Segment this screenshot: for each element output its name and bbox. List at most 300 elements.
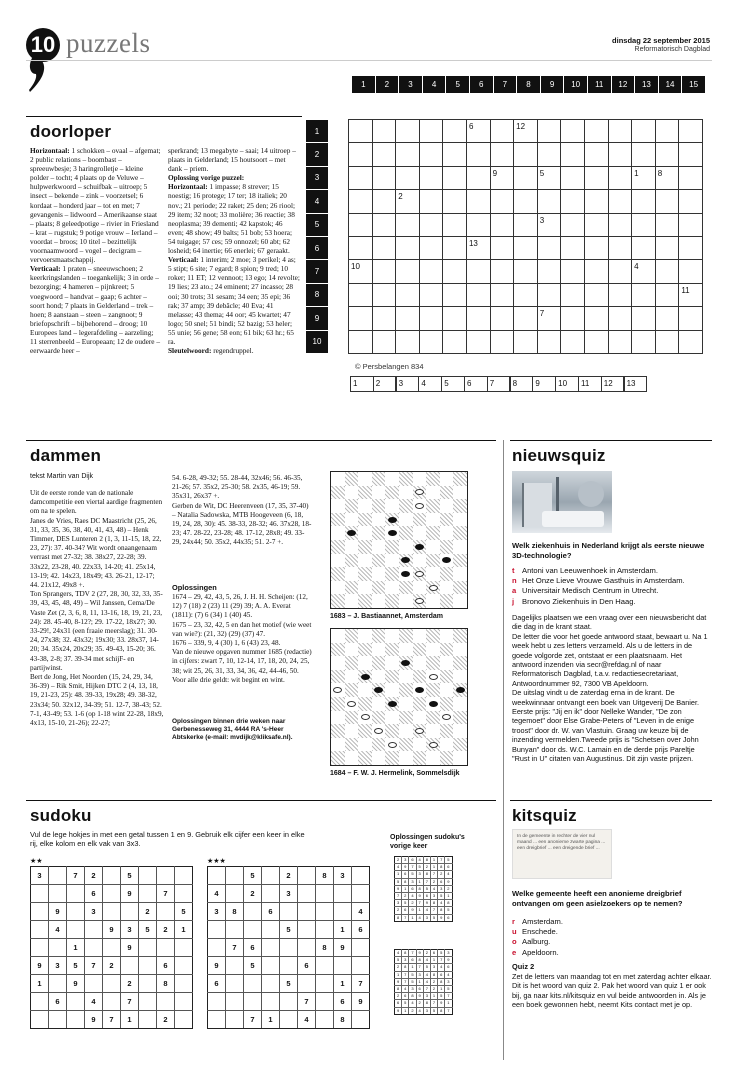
sudoku-cell[interactable]	[175, 957, 193, 975]
grid-cell[interactable]	[632, 190, 656, 213]
grid-cell[interactable]	[443, 283, 467, 306]
sudoku-cell[interactable]	[208, 921, 226, 939]
sudoku-cell[interactable]	[67, 903, 85, 921]
grid-cell[interactable]	[537, 260, 561, 283]
grid-cell[interactable]	[466, 213, 490, 236]
sudoku-cell[interactable]	[352, 867, 370, 885]
sudoku-cell[interactable]	[175, 867, 193, 885]
grid-cell[interactable]	[443, 190, 467, 213]
sudoku-cell[interactable]	[175, 1011, 193, 1029]
option-letter: j	[512, 596, 515, 606]
sudoku-cell[interactable]	[175, 885, 193, 903]
board-square	[358, 629, 372, 643]
sudoku-cell[interactable]	[103, 939, 121, 957]
sudoku-cell[interactable]	[85, 975, 103, 993]
grid-cell[interactable]	[561, 166, 585, 189]
grid-cell[interactable]	[632, 213, 656, 236]
sudoku-cell[interactable]	[175, 993, 193, 1011]
black-piece	[361, 674, 370, 680]
sudoku-cell[interactable]	[226, 957, 244, 975]
grid-cell[interactable]	[608, 307, 632, 330]
grid-cell[interactable]	[561, 236, 585, 259]
board-square	[385, 581, 399, 595]
grid-cell[interactable]	[584, 213, 608, 236]
grid-cell[interactable]	[349, 236, 373, 259]
grid-cell[interactable]	[561, 260, 585, 283]
board-square	[399, 683, 413, 697]
sudoku-cell[interactable]	[175, 939, 193, 957]
sudoku-cell[interactable]	[316, 885, 334, 903]
doorloper-grid	[348, 119, 703, 354]
sudoku-cell[interactable]	[334, 903, 352, 921]
sudoku-cell[interactable]	[316, 957, 334, 975]
grid-cell[interactable]	[466, 307, 490, 330]
grid-cell[interactable]	[584, 120, 608, 143]
grid-cell[interactable]	[443, 213, 467, 236]
board-square	[413, 526, 427, 540]
grid-cell[interactable]	[466, 330, 490, 353]
grid-cell[interactable]	[655, 283, 679, 306]
sudoku-cell: 2	[395, 857, 402, 864]
grid-cell[interactable]	[443, 143, 467, 166]
grid-cell[interactable]	[608, 190, 632, 213]
grid-cell[interactable]	[372, 143, 396, 166]
grid-cell[interactable]	[466, 143, 490, 166]
sudoku-cell[interactable]	[334, 885, 352, 903]
grid-cell[interactable]	[679, 213, 703, 236]
grid-cell[interactable]	[396, 143, 420, 166]
grid-cell[interactable]	[419, 190, 443, 213]
grid-cell[interactable]	[419, 236, 443, 259]
grid-cell[interactable]: 3	[537, 213, 561, 236]
sudoku-cell: 8	[423, 871, 430, 878]
sudoku-cell[interactable]	[31, 885, 49, 903]
grid-cell[interactable]	[537, 330, 561, 353]
grid-cell[interactable]	[349, 166, 373, 189]
grid-cell[interactable]	[466, 260, 490, 283]
grid-cell[interactable]	[349, 190, 373, 213]
sudoku-cell[interactable]	[226, 921, 244, 939]
sudoku-cell[interactable]	[280, 957, 298, 975]
sudoku-cell: 2	[438, 871, 445, 878]
sudoku-cell[interactable]	[85, 939, 103, 957]
sudoku-cell[interactable]	[316, 1011, 334, 1029]
sudoku-cell[interactable]	[226, 885, 244, 903]
grid-cell[interactable]	[537, 143, 561, 166]
grid-cell[interactable]	[514, 190, 538, 213]
sudoku-cell[interactable]	[67, 885, 85, 903]
sudoku-cell: 3	[409, 878, 416, 885]
sudoku-cell[interactable]	[244, 993, 262, 1011]
grid-cell[interactable]	[514, 307, 538, 330]
sudoku-cell[interactable]	[244, 921, 262, 939]
board-square	[413, 581, 427, 595]
grid-cell[interactable]	[561, 330, 585, 353]
sudoku-cell[interactable]	[139, 1011, 157, 1029]
grid-cell[interactable]	[608, 330, 632, 353]
grid-cell[interactable]	[372, 236, 396, 259]
sudoku-cell: 5	[139, 921, 157, 939]
grid-cell[interactable]	[537, 283, 561, 306]
sudoku-cell[interactable]	[31, 921, 49, 939]
board-square	[385, 486, 399, 500]
sudoku-cell[interactable]	[103, 903, 121, 921]
grid-cell[interactable]: 11	[679, 283, 703, 306]
sudoku-cell[interactable]	[157, 939, 175, 957]
grid-cell[interactable]: 12	[514, 120, 538, 143]
grid-cell[interactable]: 2	[396, 190, 420, 213]
sudoku-cell[interactable]	[103, 993, 121, 1011]
sudoku-cell[interactable]	[298, 867, 316, 885]
grid-cell[interactable]	[584, 236, 608, 259]
grid-cell[interactable]	[372, 213, 396, 236]
sudoku-cell[interactable]	[67, 1011, 85, 1029]
sudoku-cell[interactable]	[262, 993, 280, 1011]
sudoku-cell: 1	[402, 885, 409, 892]
grid-cell[interactable]	[608, 120, 632, 143]
sudoku-cell[interactable]	[208, 867, 226, 885]
grid-cell[interactable]	[561, 307, 585, 330]
sudoku-cell: 5	[280, 921, 298, 939]
sudoku-cell[interactable]	[226, 975, 244, 993]
dammen-text-col1: Uit de eerste ronde van de nationale damcompetitie een viertal aardige fragmenten om na te spelen. Janes de Vries, Raes DC Maastricht (25, 26, 31, 33, 35, 36, 38, 40, 41, 43, 48) – Henk Timmer, DES Lunteren 2 (1, 3, 11-15, 18, 22, 23, 27): 37. 40-34? Wit wordt onaangenaam verrast met 27-32; 38. 38x27, 22-28; 39. 33x22, 23-28, 40. 22x33, 14-20; 41. 25x14, 13-19; 42. 14x23, 18x49; 43. 26-21, 12-17; 44. 21x12, 49x8 +. Ton Sprangers, TDV 2 (27, 28, 30, 32, 33, 35-39, 43, 45, 48, 49) – Wil Janssen, Cema/De Vaste Zet (2, 3, 6, 8, 11, 13-16, 18, 19, 21, 23, 24): 28. 45-40, 8-12?; 29. 17-22, 18x27; 30. 33-29!, 24x31 (een fraaie meerslag); 31. 30-24, 27x38; 32. 43x32; 19x30; 33. 28x37, 14-20; 34. 35x24, 20x29; 35. 49-43, 15-20; 36. 43-38, 2-8; 37. 39-34 met schijF- en partijwinst. Bert de Jong, Het Noorden (15, 24, 29, 34, 36-39) – Rik Smit, Hijken DTC 2 (4, 13, 18, 19, 21-23, 25): 48. 39-33, 19x28; 49. 38-32, 23x34; 50. 32x12, 34-39; 51. 12-7, 38-43; 52. 7-1, 43-49; 53. 1-6 (op 1-18 wint 22-28, 18x9, 4x13, 15-10, 21-26); 22-27;	[30, 489, 164, 728]
grid-cell[interactable]: 9	[490, 166, 514, 189]
grid-cell[interactable]	[584, 307, 608, 330]
sudoku-cell: 7	[430, 871, 437, 878]
grid-cell[interactable]	[372, 120, 396, 143]
quiz-option[interactable]	[512, 566, 712, 576]
sudoku-cell[interactable]	[226, 1011, 244, 1029]
sudoku-cell[interactable]	[103, 885, 121, 903]
grid-cell[interactable]	[679, 120, 703, 143]
grid-cell[interactable]	[372, 283, 396, 306]
sudoku-cell[interactable]	[316, 975, 334, 993]
sudoku-cell: 9	[85, 1011, 103, 1029]
sudoku-cell[interactable]	[31, 993, 49, 1011]
grid-cell[interactable]	[514, 143, 538, 166]
grid-cell[interactable]	[632, 283, 656, 306]
sudoku-cell[interactable]	[352, 885, 370, 903]
grid-cell[interactable]	[514, 260, 538, 283]
sudoku-cell[interactable]	[298, 939, 316, 957]
grid-cell[interactable]	[632, 236, 656, 259]
sudoku-cell[interactable]	[352, 1011, 370, 1029]
grid-cell[interactable]: 6	[466, 120, 490, 143]
sudoku-cell[interactable]	[298, 921, 316, 939]
sudoku-cell[interactable]	[280, 1011, 298, 1029]
grid-cell[interactable]	[419, 213, 443, 236]
sudoku-cell[interactable]	[49, 975, 67, 993]
sudoku-cell[interactable]	[244, 975, 262, 993]
grid-cell[interactable]	[396, 120, 420, 143]
grid-cell[interactable]	[443, 330, 467, 353]
option-text: Enschede.	[522, 927, 558, 937]
sudoku-cell[interactable]	[298, 975, 316, 993]
sudoku-cell[interactable]	[67, 921, 85, 939]
grid-cell[interactable]	[632, 143, 656, 166]
sudoku-cell[interactable]	[139, 975, 157, 993]
grid-cell[interactable]	[561, 190, 585, 213]
sudoku-cell[interactable]	[262, 867, 280, 885]
grid-cell[interactable]	[419, 120, 443, 143]
quiz-option[interactable]	[512, 586, 712, 596]
quiz-option[interactable]	[512, 937, 712, 947]
sudoku-cell: 8	[430, 971, 437, 978]
sudoku-cell[interactable]	[244, 903, 262, 921]
grid-cell[interactable]	[608, 260, 632, 283]
grid-cell[interactable]	[655, 120, 679, 143]
grid-cell[interactable]	[679, 143, 703, 166]
grid-cell[interactable]: 4	[632, 260, 656, 283]
grid-cell[interactable]	[655, 143, 679, 166]
grid-cell[interactable]	[584, 330, 608, 353]
grid-cell[interactable]	[490, 260, 514, 283]
grid-cell[interactable]	[679, 330, 703, 353]
sudoku-cell: 8	[423, 857, 430, 864]
kitsquiz-title: kitsquiz	[512, 806, 577, 825]
grid-cell[interactable]	[443, 260, 467, 283]
grid-cell[interactable]	[537, 120, 561, 143]
sudoku-cell[interactable]	[67, 993, 85, 1011]
sudoku-cell: 2	[395, 993, 402, 1000]
grid-cell[interactable]	[679, 166, 703, 189]
sudoku-cell[interactable]	[226, 867, 244, 885]
grid-cell[interactable]: 13	[466, 236, 490, 259]
sudoku-cell[interactable]	[121, 957, 139, 975]
grid-cell[interactable]: 5	[537, 166, 561, 189]
grid-cell[interactable]	[679, 260, 703, 283]
clue-paragraph	[168, 182, 300, 255]
grid-cell[interactable]	[655, 330, 679, 353]
grid-cell[interactable]	[655, 260, 679, 283]
grid-cell[interactable]	[349, 283, 373, 306]
grid-cell[interactable]	[372, 330, 396, 353]
grid-cell[interactable]	[679, 190, 703, 213]
sudoku-cell[interactable]	[49, 867, 67, 885]
grid-cell[interactable]: 1	[632, 166, 656, 189]
sudoku-cell: 8	[438, 1007, 445, 1014]
grid-cell[interactable]	[537, 236, 561, 259]
sudoku-cell[interactable]	[208, 939, 226, 957]
sudoku-cell[interactable]	[85, 921, 103, 939]
grid-cell[interactable]	[372, 190, 396, 213]
grid-cell[interactable]	[584, 260, 608, 283]
board-square	[426, 567, 440, 581]
sudoku-cell[interactable]	[139, 993, 157, 1011]
grid-cell[interactable]	[396, 307, 420, 330]
grid-cell[interactable]	[419, 166, 443, 189]
grid-cell[interactable]	[514, 330, 538, 353]
grid-cell[interactable]	[608, 283, 632, 306]
quiz-option[interactable]	[512, 576, 712, 586]
sudoku-cell[interactable]	[208, 993, 226, 1011]
grid-cell[interactable]: 8	[655, 166, 679, 189]
sudoku-cell[interactable]	[157, 993, 175, 1011]
grid-cell[interactable]	[514, 213, 538, 236]
grid-cell[interactable]	[584, 143, 608, 166]
quiz-option[interactable]	[512, 927, 712, 937]
grid-cell[interactable]	[372, 260, 396, 283]
col-number: 5	[446, 76, 470, 93]
board-square	[345, 499, 359, 513]
sudoku-cell[interactable]	[103, 975, 121, 993]
sudoku-cell: 9	[438, 1000, 445, 1007]
grid-cell[interactable]	[349, 307, 373, 330]
sudoku-cell[interactable]	[316, 921, 334, 939]
sudoku-cell: 6	[262, 903, 280, 921]
grid-cell[interactable]	[490, 143, 514, 166]
sudoku-cell: 6	[244, 939, 262, 957]
sudoku-cell: 1	[121, 1011, 139, 1029]
sudoku-cell[interactable]	[31, 1011, 49, 1029]
grid-cell[interactable]	[396, 213, 420, 236]
grid-cell[interactable]	[679, 307, 703, 330]
sudoku-cell[interactable]	[316, 993, 334, 1011]
sudoku-cell: 5	[402, 1000, 409, 1007]
grid-cell[interactable]	[419, 283, 443, 306]
sudoku-cell[interactable]	[262, 885, 280, 903]
black-piece	[388, 530, 397, 536]
grid-cell[interactable]	[514, 283, 538, 306]
sudoku-cell[interactable]	[298, 903, 316, 921]
sudoku-cell[interactable]	[298, 885, 316, 903]
grid-cell[interactable]: 7	[537, 307, 561, 330]
grid-cell[interactable]	[655, 190, 679, 213]
grid-cell[interactable]	[514, 166, 538, 189]
sudoku-cell[interactable]	[262, 939, 280, 957]
grid-cell[interactable]	[537, 190, 561, 213]
sudoku-cell[interactable]	[208, 1011, 226, 1029]
grid-cell[interactable]	[632, 330, 656, 353]
sudoku-cell: 7	[409, 864, 416, 871]
grid-cell[interactable]	[608, 143, 632, 166]
grid-cell[interactable]	[608, 213, 632, 236]
grid-cell[interactable]	[655, 236, 679, 259]
board-square	[345, 711, 359, 725]
grid-cell[interactable]	[466, 166, 490, 189]
sudoku-cell[interactable]	[49, 1011, 67, 1029]
grid-cell[interactable]	[466, 190, 490, 213]
sudoku-cell[interactable]	[103, 867, 121, 885]
board-square	[453, 738, 467, 752]
grid-cell[interactable]	[608, 236, 632, 259]
sudoku-cell[interactable]	[139, 939, 157, 957]
grid-cell[interactable]	[443, 166, 467, 189]
grid-cell[interactable]	[349, 143, 373, 166]
grid-cell[interactable]	[561, 120, 585, 143]
board-square	[345, 683, 359, 697]
grid-cell[interactable]	[372, 307, 396, 330]
sudoku-cell[interactable]	[262, 975, 280, 993]
sudoku-cell[interactable]	[139, 885, 157, 903]
quiz-option[interactable]	[512, 917, 712, 927]
board-square	[413, 643, 427, 657]
grid-cell[interactable]	[443, 120, 467, 143]
grid-cell[interactable]	[561, 283, 585, 306]
grid-cell[interactable]	[584, 166, 608, 189]
grid-cell[interactable]	[632, 120, 656, 143]
grid-cell[interactable]	[396, 236, 420, 259]
grid-cell[interactable]	[561, 213, 585, 236]
grid-cell[interactable]	[466, 283, 490, 306]
dam-caption-1683: 1683 – J. Bastiaannet, Amsterdam	[330, 613, 443, 620]
grid-cell[interactable]	[396, 283, 420, 306]
grid-cell[interactable]	[419, 260, 443, 283]
grid-cell[interactable]	[584, 190, 608, 213]
sudoku-cell[interactable]	[352, 957, 370, 975]
sudoku-cell[interactable]	[262, 957, 280, 975]
grid-cell[interactable]	[349, 213, 373, 236]
grid-cell[interactable]	[396, 260, 420, 283]
sudoku-cell[interactable]	[175, 975, 193, 993]
grid-cell[interactable]	[490, 120, 514, 143]
board-square	[426, 711, 440, 725]
sudoku-cell[interactable]	[157, 867, 175, 885]
board-square	[372, 526, 386, 540]
quiz-option[interactable]	[512, 948, 712, 958]
sudoku-cell[interactable]	[31, 939, 49, 957]
sudoku-cell[interactable]	[226, 993, 244, 1011]
grid-cell[interactable]	[490, 307, 514, 330]
quiz-option[interactable]	[512, 597, 712, 607]
sudoku-cell[interactable]	[49, 885, 67, 903]
sudoku-cell[interactable]	[139, 867, 157, 885]
sudoku-cell[interactable]	[31, 903, 49, 921]
grid-cell[interactable]	[349, 330, 373, 353]
grid-cell[interactable]	[490, 213, 514, 236]
sudoku-cell[interactable]	[139, 957, 157, 975]
sudoku-cell[interactable]	[157, 903, 175, 921]
grid-cell[interactable]	[372, 166, 396, 189]
grid-cell[interactable]	[396, 330, 420, 353]
grid-cell[interactable]	[655, 307, 679, 330]
grid-cell[interactable]	[608, 166, 632, 189]
grid-cell[interactable]	[679, 236, 703, 259]
grid-cell[interactable]	[490, 283, 514, 306]
grid-cell[interactable]	[584, 283, 608, 306]
grid-cell[interactable]	[514, 236, 538, 259]
grid-cell[interactable]	[419, 330, 443, 353]
grid-cell[interactable]	[443, 236, 467, 259]
sudoku-cell[interactable]	[121, 903, 139, 921]
sudoku-cell[interactable]	[352, 939, 370, 957]
grid-cell[interactable]	[349, 120, 373, 143]
sudoku-cell[interactable]	[280, 939, 298, 957]
grid-cell[interactable]	[443, 307, 467, 330]
grid-cell[interactable]	[655, 213, 679, 236]
grid-cell[interactable]	[490, 330, 514, 353]
sudoku-cell[interactable]	[49, 939, 67, 957]
board-square	[372, 751, 386, 765]
grid-cell[interactable]	[490, 190, 514, 213]
grid-cell[interactable]	[419, 143, 443, 166]
grid-cell[interactable]	[419, 307, 443, 330]
grid-cell[interactable]	[632, 307, 656, 330]
sudoku-cell[interactable]	[280, 903, 298, 921]
solution-letter-box: 4	[418, 376, 442, 392]
sudoku-cell[interactable]	[334, 957, 352, 975]
grid-cell[interactable]: 10	[349, 260, 373, 283]
board-square	[453, 581, 467, 595]
sudoku-cell[interactable]	[262, 921, 280, 939]
grid-cell[interactable]	[396, 166, 420, 189]
sudoku-cell[interactable]	[280, 993, 298, 1011]
grid-cell[interactable]	[561, 143, 585, 166]
sudoku-cell[interactable]	[316, 903, 334, 921]
board-square	[413, 656, 427, 670]
grid-cell[interactable]	[490, 236, 514, 259]
sudoku-cell: 1	[409, 914, 416, 921]
